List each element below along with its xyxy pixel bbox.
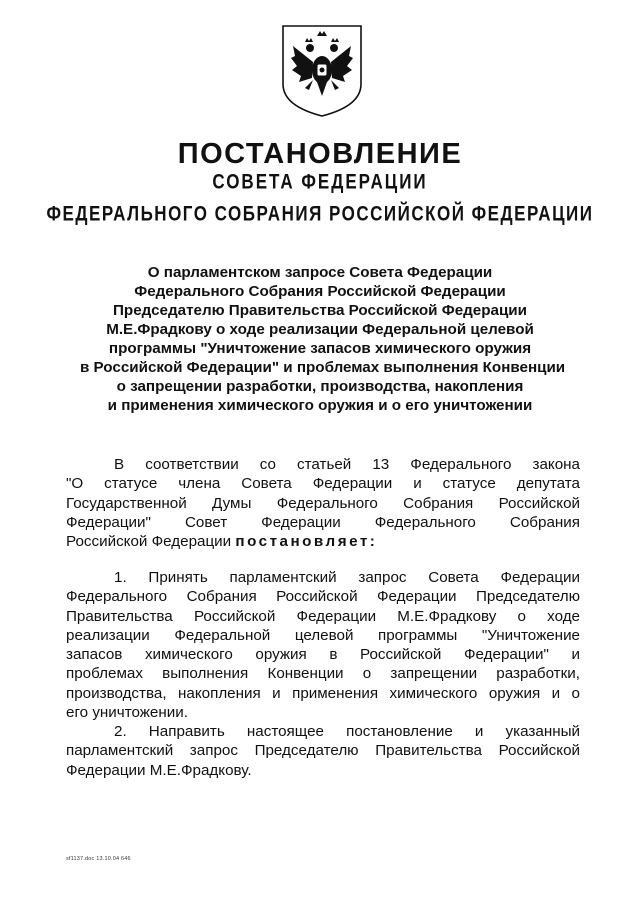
item-line: его уничтожении. (66, 704, 188, 722)
subject-line: в Российской Федерации" и проблемах выполнения Конвенции (80, 359, 566, 376)
item-line: Правительства Российской Федерации М.Е.Фрадкову о ходе (66, 607, 580, 625)
item-line: парламентский запрос Председателю Правительства Российской (66, 742, 580, 760)
subject-line: о запрещении разработки, производства, накопления (116, 378, 524, 395)
issuer-line-2: ФЕДЕРАЛЬНОГО СОБРАНИЯ РОССИЙСКОЙ ФЕДЕРАЦИИ (46, 201, 594, 226)
preamble-last-text: Российской Федерации (66, 533, 232, 551)
issuer-line-1: СОВЕТА ФЕДЕРАЦИИ (212, 169, 428, 194)
item-line: 2. Направить настоящее постановление и указанный (114, 723, 580, 740)
subject-line: и применения химического оружия и о его уничтожении (107, 397, 533, 414)
decree-word: постановляет: (235, 533, 378, 551)
item-line: Федерации М.Е.Фрадкову. (66, 761, 252, 779)
item-line: Федерального Собрания Российской Федерации Председателю (66, 588, 580, 606)
item-line: проблемах выполнения Конвенции о запрещении разработки, (66, 665, 580, 683)
item-line: реализации Федеральной целевой программы "Уничтожение (66, 626, 580, 644)
item-1-paragraph (66, 568, 580, 722)
preamble-line: Федерации" Совет Федерации Федерального Собрания (66, 513, 580, 531)
coat-of-arms-icon (277, 22, 367, 118)
preamble-line: "О статусе члена Совета Федерации и статусе депутата (66, 475, 580, 493)
subject-line: Федерального Собрания Российской Федерации (134, 283, 506, 300)
item-line: запасов химического оружия в Российской Федерации" и (66, 646, 580, 664)
item-line: 1. Принять парламентский запрос Совета Федерации (114, 569, 580, 586)
preamble-line: Государственной Думы Федерального Собрания Российской (66, 494, 580, 512)
subject-line: О парламентском запросе Совета Федерации (147, 264, 493, 281)
preamble-line (66, 532, 580, 551)
subject-line: М.Е.Фрадкову о ходе реализации Федеральной целевой (106, 321, 534, 338)
item-line: производства, накопления и применения химического оружия и о (66, 684, 580, 702)
preamble-line: В соответствии со статьей 13 Федерального закона (114, 456, 580, 473)
document-title: ПОСТАНОВЛЕНИЕ (177, 138, 463, 170)
item-2-paragraph (66, 722, 580, 780)
subject-line: программы "Уничтожение запасов химического оружия (108, 340, 532, 357)
preamble-paragraph (66, 455, 580, 551)
subject-line: Председателю Правительства Российской Федерации (113, 302, 527, 319)
document-subject (80, 263, 566, 415)
file-reference-footer: sf1137.doc 13.10.04 646 (66, 856, 131, 862)
